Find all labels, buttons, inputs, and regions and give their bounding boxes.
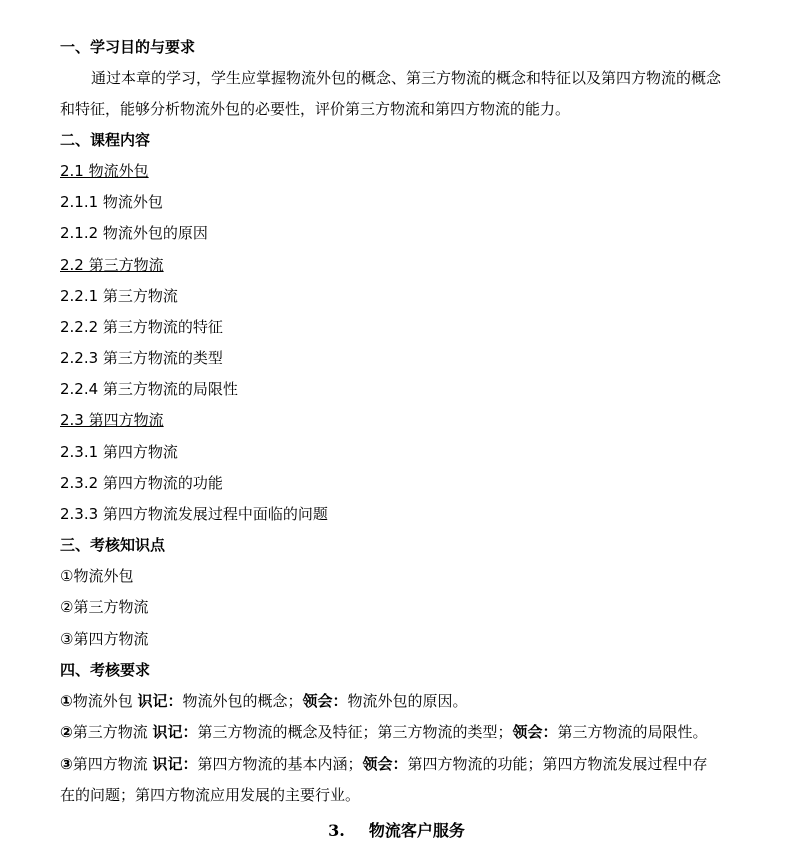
chapter-title xyxy=(0,820,793,842)
outline-item: 2.3 第四方物流 xyxy=(60,411,164,429)
requirement-comprehend-text: 第三方物流的局限性。 xyxy=(557,723,708,741)
outline-item: 2.2.3 第三方物流的类型 xyxy=(60,349,223,367)
objectives-paragraph-line-2: 和特征，能够分析物流外包的必要性，评价第三方物流和第四方物流的能力。 xyxy=(60,100,571,118)
requirement-recall-text: 物流外包的概念； xyxy=(182,692,303,710)
requirement-marker: ① xyxy=(60,692,73,710)
requirement-recall-label: 识记： xyxy=(152,755,198,773)
requirement-topic: 第三方物流 xyxy=(72,723,148,741)
requirement-marker: ③ xyxy=(60,755,73,773)
outline-item: 2.3.2 第四方物流的功能 xyxy=(60,474,223,492)
outline-item: 2.2.2 第三方物流的特征 xyxy=(60,318,223,336)
outline-item: 2.1 物流外包 xyxy=(60,162,149,180)
requirement-item-1 xyxy=(60,691,468,711)
outline-item: 2.2.1 第三方物流 xyxy=(60,287,178,305)
requirement-comprehend-label: 领会： xyxy=(302,692,348,710)
outline-item: 2.2 第三方物流 xyxy=(60,256,164,274)
requirement-item-3-continuation: 在的问题；第四方物流应用发展的主要行业。 xyxy=(60,786,361,804)
knowledge-point-item: ②第三方物流 xyxy=(60,598,149,616)
outline-item: 2.3.3 第四方物流发展过程中面临的问题 xyxy=(60,505,328,523)
requirement-comprehend-text: 第四方物流的功能；第四方物流发展过程中存 xyxy=(407,755,708,773)
requirement-item-2 xyxy=(60,722,708,742)
requirement-comprehend-label: 领会： xyxy=(512,723,558,741)
outline-item: 2.1.1 物流外包 xyxy=(60,193,163,211)
requirement-recall-text: 第三方物流的概念及特征；第三方物流的类型； xyxy=(197,723,513,741)
requirement-comprehend-text: 物流外包的原因。 xyxy=(347,692,468,710)
knowledge-point-item: ①物流外包 xyxy=(60,567,134,585)
requirement-comprehend-label: 领会： xyxy=(362,755,408,773)
knowledge-point-item: ③第四方物流 xyxy=(60,630,149,648)
chapter-title-text: 物流客户服务 xyxy=(368,821,465,840)
requirement-item-3 xyxy=(60,754,708,774)
outline-item: 2.3.1 第四方物流 xyxy=(60,443,178,461)
requirement-marker: ② xyxy=(60,723,73,741)
requirement-recall-text: 第四方物流的基本内涵； xyxy=(197,755,363,773)
section-heading-knowledge-points: 三、考核知识点 xyxy=(60,536,166,554)
section-heading-course-content: 二、课程内容 xyxy=(60,131,151,149)
requirement-recall-label: 识记： xyxy=(152,723,198,741)
outline-item: 2.1.2 物流外包的原因 xyxy=(60,224,208,242)
requirement-recall-label: 识记： xyxy=(137,692,183,710)
section-heading-objectives: 一、学习目的与要求 xyxy=(60,38,196,56)
requirement-topic: 物流外包 xyxy=(72,692,133,710)
requirement-topic: 第四方物流 xyxy=(72,755,148,773)
section-heading-requirements: 四、考核要求 xyxy=(60,661,151,679)
objectives-paragraph-line-1: 通过本章的学习，学生应掌握物流外包的概念、第三方物流的概念和特征以及第四方物流的概念 xyxy=(91,69,722,87)
chapter-number: 3. xyxy=(328,821,345,840)
outline-item: 2.2.4 第三方物流的局限性 xyxy=(60,380,238,398)
